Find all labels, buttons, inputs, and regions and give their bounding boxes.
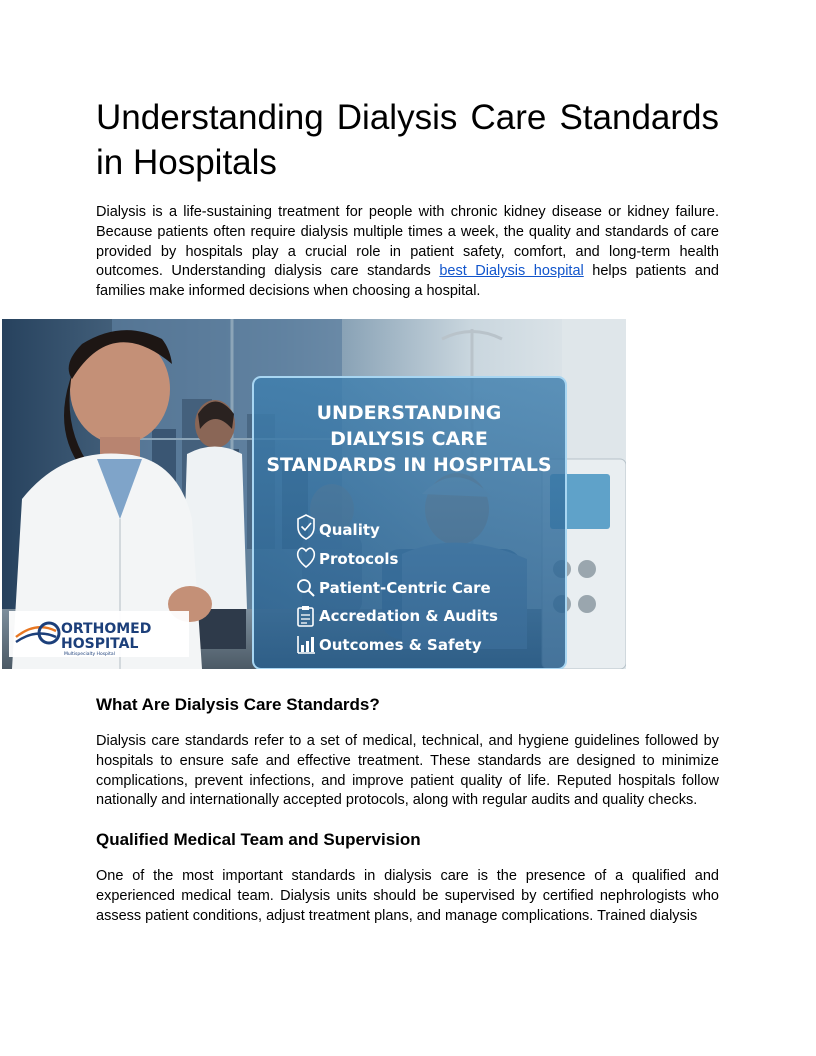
page-title: Understanding Dialysis Care Standards in Hospitals	[96, 98, 719, 182]
section-paragraph-medical-team: One of the most important standards in dialysis care is the presence of a qualified and experienced medical team. Dialysis units should be supervised by certified nephrologists who assess patient conditions, adjust treatment plans, and manage complications. Trained dialysis	[96, 868, 719, 924]
intro-paragraph	[96, 203, 719, 302]
hero-image	[2, 319, 626, 669]
intro-text-after: helps patients and families make informed decisions when choosing a hospital.	[96, 263, 720, 300]
hero-item-label: Protocols	[319, 550, 399, 568]
best-dialysis-hospital-link[interactable]: best Dialysis hospital	[439, 263, 584, 280]
hero-item-label: Patient-Centric Care	[319, 579, 491, 597]
logo-line1: ORTHOMED	[61, 621, 152, 637]
logo-tagline: Multispecialty Hospital	[64, 652, 115, 657]
logo-line2: HOSPITAL	[61, 636, 139, 652]
section-heading-standards: What Are Dialysis Care Standards?	[96, 695, 380, 714]
hero-heading-line3: STANDARDS IN HOSPITALS	[266, 454, 552, 476]
hero-heading-line1: UNDERSTANDING	[316, 402, 502, 424]
orthomed-logo	[9, 611, 189, 657]
section-paragraph-standards: Dialysis care standards refer to a set of medical, technical, and hygiene guidelines followed by hospitals to ensure safe and effective treatment. These standards are designed to minimize complications, prevent infections, and improve patient quality of life. Reputed hospitals follow nationally and internationally accepted protocols, along with regular audits and quality checks.	[96, 733, 719, 809]
hero-item-label: Accredation & Audits	[319, 607, 498, 625]
intro-text-before: Dialysis is a life-sustaining treatment for people with chronic kidney disease or kidney failure. Because patients often require dialysis multiple times a week, the quality and standards of care provided by hospitals play a crucial role in patient safety, comfort, and long-term health outcomes. Understanding dialysis care standards	[96, 204, 719, 280]
hero-item-label: Quality	[319, 521, 380, 539]
hero-item-label: Outcomes & Safety	[319, 636, 482, 654]
section-heading-medical-team: Qualified Medical Team and Supervision	[96, 830, 421, 849]
hero-heading-line2: DIALYSIS CARE	[330, 428, 488, 450]
